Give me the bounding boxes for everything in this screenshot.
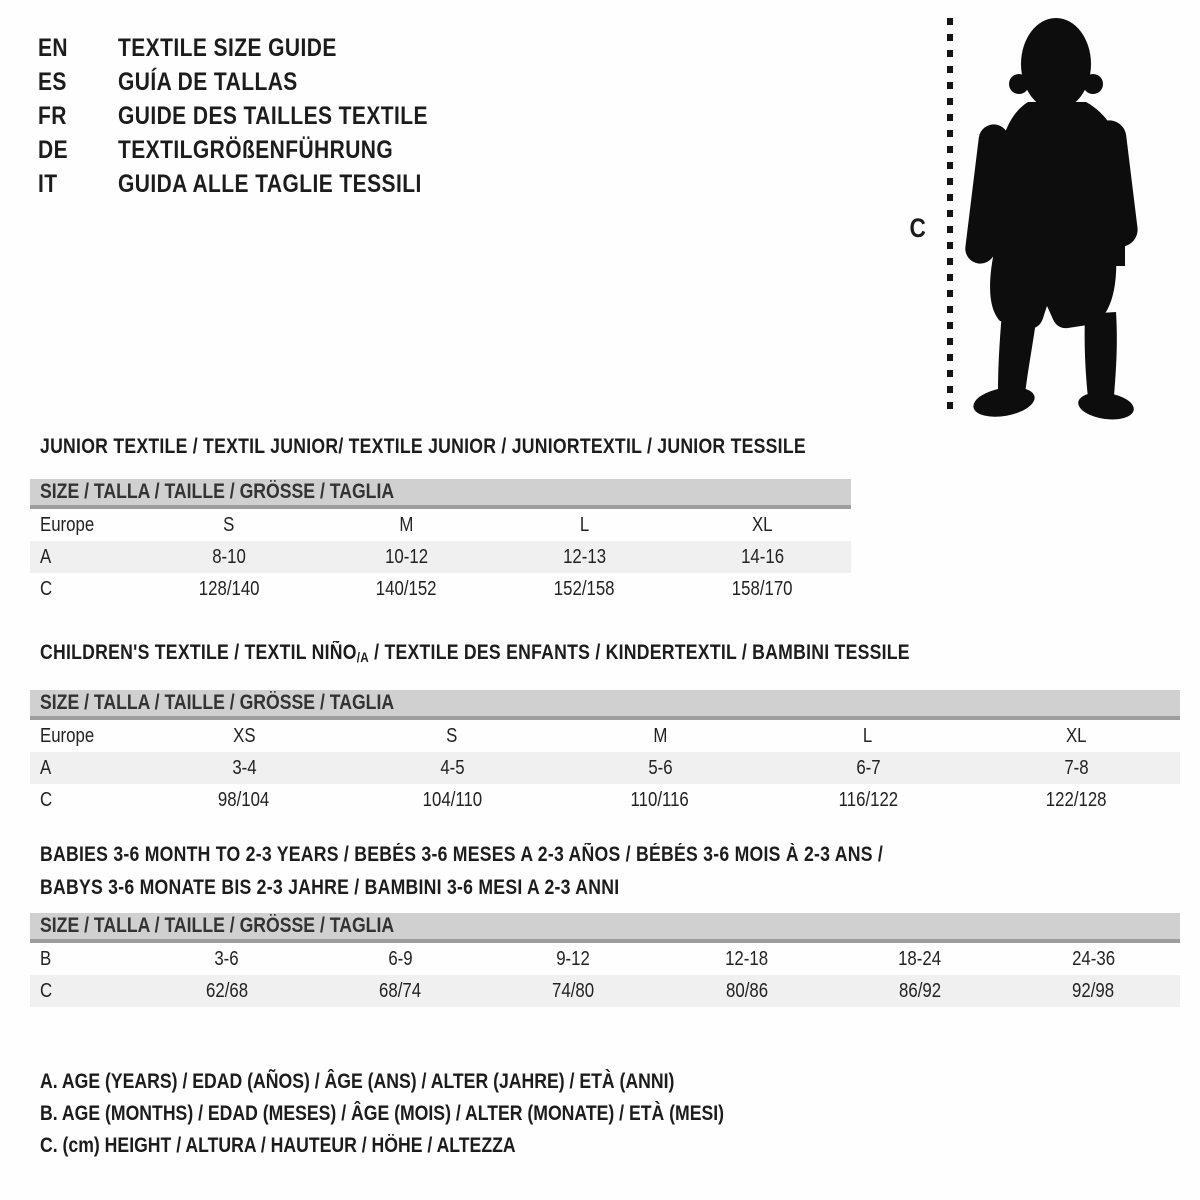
age-value: 5-6 (647, 756, 673, 779)
age-value: 12-13 (562, 545, 606, 568)
height-value: 128/140 (198, 577, 260, 600)
language-row-en (38, 31, 487, 65)
height-value: 152/158 (554, 577, 615, 600)
language-code-es: ES (38, 67, 67, 96)
language-row-de (38, 133, 487, 167)
children-section-title: CHILDREN'S TEXTILE / TEXTIL NIÑO/A / TEXTILE DES ENFANTS / KINDERTEXTIL / BAMBINI TESSILE (40, 641, 910, 665)
row-label: Europe (40, 724, 95, 747)
size-value: L (863, 724, 873, 747)
babies-section-title-line1: BABIES 3-6 MONTH TO 2-3 YEARS / BEBÉS 3-6 MESES A 2-3 AÑOS / BÉBÉS 3-6 MOIS À 2-3 ANS / (40, 843, 884, 866)
height-value: 74/80 (552, 979, 595, 1002)
height-value: 140/152 (376, 577, 437, 600)
guide-title-it: GUIDA ALLE TAGLIE TESSILI (118, 169, 422, 198)
measure-legend (40, 1066, 854, 1162)
months-value: 9-12 (556, 947, 591, 970)
legend-line-c: C. (cm) HEIGHT / ALTURA / HAUTEUR / HÖHE / ALTEZZA (40, 1134, 516, 1157)
language-code-it: IT (38, 169, 58, 198)
height-value: 158/170 (731, 577, 793, 600)
size-value: M (399, 513, 414, 536)
guide-title-de: TEXTILGRÖßENFÜHRUNG (118, 135, 394, 164)
children-textile-section (30, 641, 1180, 816)
row-label: C (40, 788, 53, 811)
legend-line-a: A. AGE (YEARS) / EDAD (AÑOS) / ÂGE (ANS) / ALTER (JAHRE) / ETÀ (ANNI) (40, 1070, 675, 1093)
height-value: 104/110 (422, 788, 482, 811)
babies-row-months (30, 943, 1180, 975)
guide-title-en: TEXTILE SIZE GUIDE (118, 33, 337, 62)
row-label: B (40, 947, 52, 970)
row-label: Europe (40, 513, 95, 536)
junior-section-title: JUNIOR TEXTILE / TEXTIL JUNIOR/ TEXTILE JUNIOR / JUNIORTEXTIL / JUNIOR TESSILE (40, 435, 806, 458)
size-value: XL (1065, 724, 1087, 747)
height-value: 68/74 (378, 979, 422, 1002)
babies-textile-section (30, 843, 1180, 1007)
months-value: 24-36 (1071, 947, 1115, 970)
row-label: A (40, 756, 52, 779)
age-value: 6-7 (855, 756, 881, 779)
children-row-height (30, 784, 1180, 816)
age-value: 10-12 (385, 545, 429, 568)
row-label: C (40, 979, 53, 1002)
dashed-height-line (947, 18, 953, 418)
size-value: L (579, 513, 590, 536)
children-size-header: SIZE / TALLA / TAILLE / GRÖSSE / TAGLIA (30, 690, 1180, 720)
junior-row-age (30, 541, 851, 573)
height-value: 98/104 (218, 788, 270, 811)
babies-size-header: SIZE / TALLA / TAILLE / GRÖSSE / TAGLIA (30, 913, 1180, 943)
junior-size-header: SIZE / TALLA / TAILLE / GRÖSSE / TAGLIA (30, 479, 851, 509)
height-value: 116/122 (838, 788, 898, 811)
junior-row-europe (30, 509, 851, 541)
height-value: 92/98 (1072, 979, 1115, 1002)
junior-textile-section (30, 435, 851, 605)
row-label: C (40, 577, 53, 600)
months-value: 12-18 (725, 947, 769, 970)
height-value: 122/128 (1045, 788, 1107, 811)
language-code-fr: FR (38, 101, 67, 130)
months-value: 18-24 (898, 947, 942, 970)
children-row-europe (30, 720, 1180, 752)
language-row-es (38, 65, 487, 99)
age-value: 7-8 (1063, 756, 1089, 779)
language-code-de: DE (38, 135, 69, 164)
language-code-en: EN (38, 33, 69, 62)
babies-section-title-line2: BABYS 3-6 MONATE BIS 2-3 JAHRE / BAMBINI 3-6 MESI A 2-3 ANNI (40, 876, 620, 899)
months-value: 3-6 (214, 947, 239, 970)
height-value: 86/92 (898, 979, 941, 1002)
size-value: S (446, 724, 458, 747)
age-value: 3-4 (231, 756, 257, 779)
height-measure-label-c: C (909, 213, 926, 243)
height-value: 62/68 (205, 979, 248, 1002)
size-value: S (223, 513, 235, 536)
toddler-silhouette-icon (958, 14, 1140, 422)
months-value: 6-9 (387, 947, 413, 970)
age-value: 4-5 (439, 756, 465, 779)
guide-title-es: GUÍA DE TALLAS (118, 67, 298, 96)
children-row-age (30, 752, 1180, 784)
language-title-list (38, 31, 487, 201)
guide-title-fr: GUIDE DES TAILLES TEXTILE (118, 101, 428, 130)
size-value: XL (751, 513, 773, 536)
size-value: XS (232, 724, 256, 747)
language-row-fr (38, 99, 487, 133)
junior-row-height (30, 573, 851, 605)
legend-line-b: B. AGE (MONTHS) / EDAD (MESES) / ÂGE (MOIS) / ALTER (MONATE) / ETÀ (MESI) (40, 1102, 725, 1125)
height-value: 110/116 (630, 788, 690, 811)
babies-row-height (30, 975, 1180, 1007)
age-value: 14-16 (740, 545, 784, 568)
language-row-it (38, 167, 487, 201)
row-label: A (40, 545, 52, 568)
size-value: M (652, 724, 667, 747)
age-value: 8-10 (212, 545, 246, 568)
height-value: 80/86 (725, 979, 768, 1002)
